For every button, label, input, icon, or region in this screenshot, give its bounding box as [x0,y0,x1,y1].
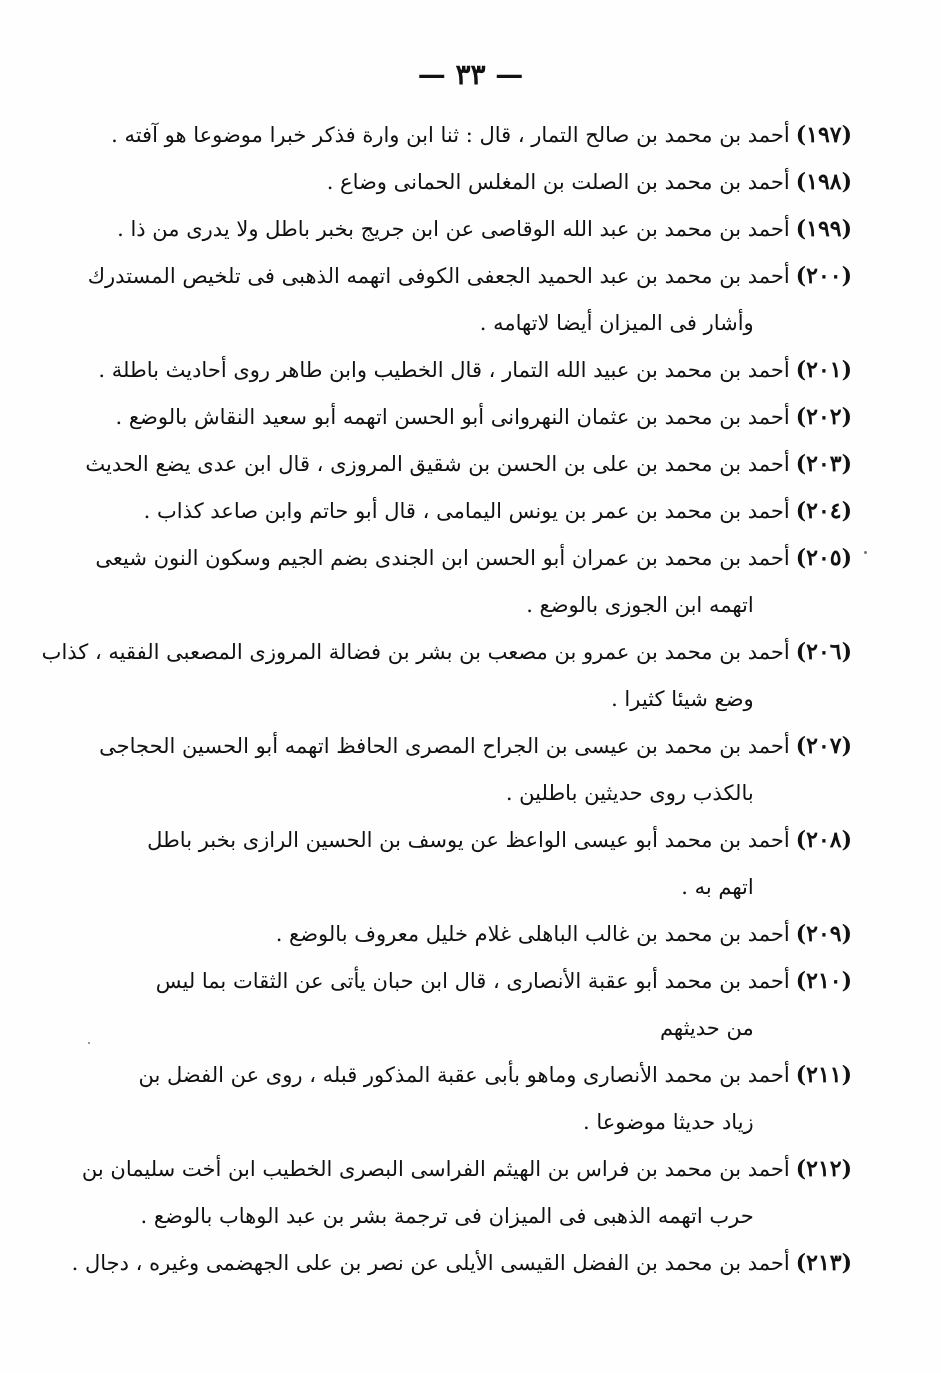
entry-list [41,112,852,1287]
entry [92,958,852,1052]
entry [92,1052,852,1146]
entry [92,159,852,206]
entry [87,253,852,347]
entry-number: (٢٠٦) [795,639,852,665]
entry-number: (٢١٢) [795,1156,852,1182]
entry [92,206,852,253]
entry-line: أحمد بن محمد بن غالب الباهلى غلام خليل معروف بالوضع . [275,922,790,946]
entry-line: أحمد بن محمد بن عمران أبو الحسن ابن الجندى بضم الجيم وسكون النون شيعى [95,546,790,570]
entry-line: أحمد بن محمد بن عثمان النهروانى أبو الحسن اتهمه أبو سعيد النقاش بالوضع . [115,405,790,429]
entry-text [92,817,790,911]
entry-text [42,629,790,723]
entry-text [92,911,790,958]
entry [92,347,852,394]
entry-text [85,441,789,488]
entry-number: (٢٠٥) [795,545,852,571]
entry-line: أحمد بن محمد الأنصارى وماهو بأبى عقبة المذكور قبله ، روى عن الفضل بن [138,1063,790,1087]
entry-line: أحمد بن محمد بن على بن الحسن بن شقيق المروزى ، قال ابن عدى يضع الحديث [85,452,790,476]
entry-continuation-line: زياد حديثا موضوعا . [582,1110,754,1134]
entry-number: (٢٠٠) [795,263,852,289]
entry-continuation-line: اتهم به . [681,875,754,899]
entry-number: (١٩٨) [795,169,852,195]
entry [92,723,852,817]
scan-speck [864,551,867,554]
entry-continuation-line: بالكذب روى حديثين باطلين . [505,781,754,805]
entry-continuation-line: وأشار فى الميزان أيضا لاتهامه . [479,311,754,335]
entry [92,911,852,958]
entry-text [92,206,790,253]
scan-speck [88,1042,90,1044]
entry [41,629,852,723]
entry-continuation-line: اتهمه ابن الجوزى بالوضع . [526,593,754,617]
entry-number: (٢٠١) [795,357,852,383]
entry-number: (٢٠٢) [795,404,852,430]
entry-line: أحمد بن محمد بن الفضل القيسى الأيلى عن نصر بن على الجهضمى وغيره ، دجال . [71,1251,790,1275]
entry-text [72,1240,790,1287]
entry-continuation-line: وضع شيئا كثيرا . [611,687,754,711]
entry-number: (١٩٩) [795,216,852,242]
entry-line: أحمد بن محمد أبو عقبة الأنصارى ، قال ابن حبان يأتى عن الثقات بما ليس [155,969,790,993]
entry-text [92,1052,790,1146]
entry [92,112,852,159]
entry-number: (٢٠٣) [795,451,852,477]
entry-text [92,723,790,817]
entry-text [92,535,790,629]
entry-line: أحمد بن محمد أبو عيسى الواعظ عن يوسف بن الحسين الرازى بخبر باطل [147,828,790,852]
entry [92,535,852,629]
entry-number: (٢١٠) [795,968,852,994]
entry-text [92,112,790,159]
entry-text [92,394,790,441]
entry-line: أحمد بن محمد بن عمر بن يونس اليمامى ، قال أبو حاتم وابن صاعد كذاب . [143,499,790,523]
entry [92,488,852,535]
page-number: — ٣٣ — [417,58,524,91]
entry-number: (١٩٧) [795,122,852,148]
entry-text [92,488,790,535]
entry-text [82,1146,790,1240]
entry-continuation-line: من حديثهم [659,1016,754,1040]
entry-line: أحمد بن محمد بن صالح التمار ، قال : ثنا ابن وارة فذكر خبرا موضوعا هو آفته . [111,123,790,147]
entry-text [92,958,790,1052]
entry [92,394,852,441]
entry-number: (٢٠٧) [795,733,852,759]
entry-text [92,159,790,206]
entry-line: أحمد بن محمد بن عبيد الله التمار ، قال الخطيب وابن طاهر روى أحاديث باطلة . [98,358,790,382]
entry-number: (٢٠٨) [795,827,852,853]
entry-line: أحمد بن محمد بن عبد الحميد الجعفى الكوفى اتهمه الذهبى فى تلخيص المستدرك [87,264,790,288]
entry-line: أحمد بن محمد بن الصلت بن المغلس الحمانى وضاع . [326,170,790,194]
entry-line: أحمد بن محمد بن عبد الله الوقاصى عن ابن جريج بخبر باطل ولا يدرى من ذا . [117,217,790,241]
entry-number: (٢١١) [795,1062,852,1088]
entry [81,1146,852,1240]
entry-line: أحمد بن محمد بن فراس بن الهيثم الفراسى البصرى الخطيب ابن أخت سليمان بن [81,1157,790,1181]
entry-line: أحمد بن محمد بن عمرو بن مصعب بن بشر بن فضالة المروزى المصعبى الفقيه ، كذاب [41,640,790,664]
entry-number: (٢١٣) [795,1250,852,1276]
entry-text [88,253,790,347]
entry [92,817,852,911]
entry-continuation-line: حرب اتهمه الذهبى فى الميزان فى ترجمة بشر بن عبد الوهاب بالوضع . [140,1204,754,1228]
entry [71,1240,852,1287]
entry-line: أحمد بن محمد بن عيسى بن الجراح المصرى الحافظ اتهمه أبو الحسين الحجاجى [99,734,790,758]
entry-number: (٢٠٤) [795,498,852,524]
entry-number: (٢٠٩) [795,921,852,947]
entry [85,441,852,488]
entry-text [92,347,790,394]
